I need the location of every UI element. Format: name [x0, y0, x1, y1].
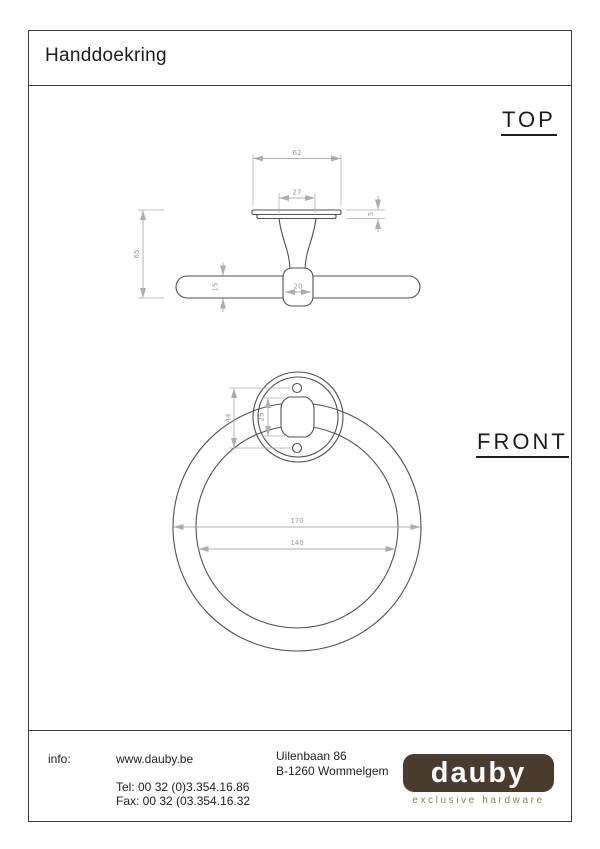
- dim-inner-diameter: 140: [290, 539, 304, 547]
- info-label: info:: [48, 752, 71, 766]
- flange-lip: [257, 215, 336, 219]
- top-view-label: TOP: [501, 107, 557, 136]
- page-title: Handdoekring: [45, 45, 167, 66]
- dim-neck-width: 27: [292, 188, 302, 197]
- front-view: [173, 372, 421, 651]
- dim-hub-height: 25: [257, 412, 266, 422]
- address-line1: Uilenbaan 86: [276, 749, 347, 763]
- screw-hole-bottom: [293, 444, 302, 453]
- stem: [279, 219, 316, 273]
- dauby-logo: dauby: [403, 754, 554, 792]
- flange-plate: [252, 210, 341, 215]
- dim-bar-thickness: 15: [211, 282, 220, 292]
- dim-outer-diameter: 170: [290, 517, 304, 525]
- dim-total-depth: 65: [133, 249, 141, 259]
- brand-tagline: exclusive hardware: [412, 795, 545, 806]
- dim-flange-thickness: 5: [367, 211, 375, 217]
- hub-front-view: [281, 397, 314, 437]
- dim-flange-width: 62: [292, 149, 302, 157]
- dim-hub-width: 20: [293, 282, 303, 291]
- dim-hole-spacing: 44: [224, 413, 233, 423]
- front-view-label: FRONT: [476, 429, 569, 458]
- screw-hole-top: [293, 384, 302, 393]
- address-line2: B-1260 Wommelgem: [276, 764, 389, 778]
- tel-text: Tel: 00 32 (0)3.354.16.86: [116, 780, 250, 794]
- fax-text: Fax: 00 32 (03.354.16.32: [116, 794, 251, 808]
- website-text: www.dauby.be: [116, 752, 194, 766]
- top-view: [133, 149, 420, 312]
